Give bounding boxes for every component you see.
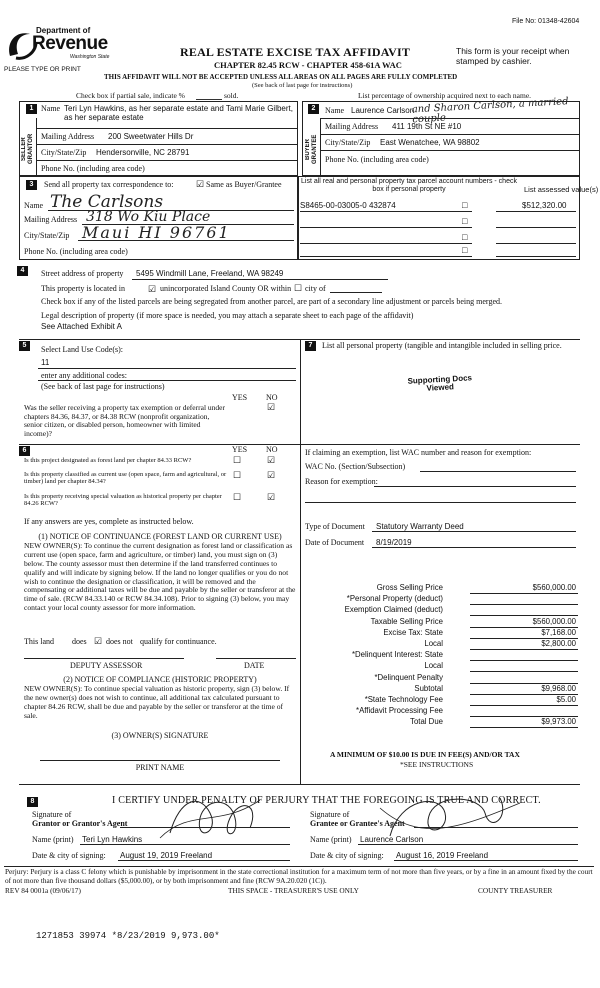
receipt-note: This form is your receipt when stamped by cashier. xyxy=(456,46,570,67)
corr-phone-label: Phone No. (including area code) xyxy=(24,247,128,256)
city-checkbox[interactable]: ☐ xyxy=(294,283,303,293)
buyer-name-label: Name xyxy=(325,106,345,115)
partial-sale-pct[interactable] xyxy=(196,99,222,100)
s6-no-header: NO xyxy=(266,445,278,454)
historic-no-checkbox[interactable]: ☑ xyxy=(267,492,276,502)
tax-row-value[interactable]: $560,000.00 xyxy=(532,583,576,592)
tax-row-value[interactable]: $9,973.00 xyxy=(541,717,576,726)
see-instructions: *SEE INSTRUCTIONS xyxy=(400,760,474,769)
seller-side-label: SELLER GRANTOR xyxy=(21,133,34,165)
section-4-number: 4 xyxy=(17,266,28,276)
file-number: File No: 01348-42604 xyxy=(512,18,580,25)
tax-row-label: Taxable Selling Price xyxy=(370,617,443,626)
notice1-text: NEW OWNER(S): To continue the current designation as forest land or classification as current use (open space, farm and agriculture, or timber) land, you must sign on (3) below. The county assessor must then determine if the land transferred continues to qualify and will indicate by signing below. If the land no longer qualifies or you do not wish to continue the designation or classification, it will be removed and the compensating or additional taxes will be due and payable by the seller or transferor at the time of sale. (RCW 84.33.140 or RCW 84.34.108). Prior to signing (3) below, you may contact your local county assessor for more information. xyxy=(24,541,296,613)
tax-row-label: *Personal Property (deduct) xyxy=(346,594,443,603)
please-type: PLEASE TYPE OR PRINT xyxy=(4,66,81,73)
notice1-title: (1) NOTICE OF CONTINUANCE (FOREST LAND OR CURRENT USE) xyxy=(38,532,282,541)
seller-city[interactable]: Hendersonville, NC 28791 xyxy=(96,148,190,157)
grantor-date-city[interactable]: August 19, 2019 Freeland xyxy=(120,851,213,860)
perjury-note: Perjury: Perjury is a class C felony which is punishable by imprisonment in the state correctional institution for a maximum term of not more than five years, or by a fine in an amount fixed by the court of not more than five thousand dollars ($5,000.00), or by both imprisonment and fine (RCW 9A.20.020 (1C)). xyxy=(5,867,593,885)
segregated-note: Check box if any of the listed parcels are being segregated from another parcel, are part of a secondary line adjustment or parcels being merged. xyxy=(41,297,502,306)
exemption-label: If claiming an exemption, list WAC number and reason for exemption: xyxy=(305,448,532,457)
send-label: Send all property tax correspondence to: xyxy=(44,180,174,189)
additional-codes-label: enter any additional codes: xyxy=(41,371,127,380)
buyer-city[interactable]: East Wenatchee, WA 98802 xyxy=(380,138,480,147)
dept-line: Department of xyxy=(36,26,91,35)
forest-land-question: Is this project designated as forest land per chapter 84.33 RCW? xyxy=(24,457,192,464)
notice2-text: NEW OWNER(S): To continue special valuation as historic property, sign (3) below. If the new owner(s) does not wish to continue, all additional tax calculated pursuant to chapter 84.26 RCW, shall be due and payable by the seller or transferor at the time of sale. xyxy=(24,684,290,720)
section-2-number: 2 xyxy=(308,104,319,114)
if-yes-note: If any answers are yes, complete as instructed below. xyxy=(24,517,194,526)
section-3-number: 3 xyxy=(26,180,37,190)
historic-question: Is this property receiving special valuation as historical property per chapter 84.26 RCW? xyxy=(24,493,222,508)
buyer-name-handwritten: and Sharon Carlson, a married couple xyxy=(411,96,569,126)
partial-sale-label: Check box if partial sale, indicate % xyxy=(76,91,185,100)
corr-name-label: Name xyxy=(24,201,44,210)
form-title: REAL ESTATE EXCISE TAX AFFIDAVIT xyxy=(180,45,411,59)
does-not-checkbox[interactable]: ☑ xyxy=(94,636,103,646)
minimum-fee-note: A MINIMUM OF $10.00 IS DUE IN FEE(S) AND/OR TAX xyxy=(330,750,520,759)
grantor-name-label: Name (print) xyxy=(32,835,74,844)
tax-row-value[interactable]: $2,800.00 xyxy=(541,639,576,648)
tax-row-value[interactable]: $9,968.00 xyxy=(541,684,576,693)
personal-property-checkbox-1[interactable]: □ xyxy=(462,200,468,210)
seller-mail[interactable]: 200 Sweetwater Hills Dr xyxy=(108,132,194,141)
form-chapter: CHAPTER 82.45 RCW - CHAPTER 458-61A WAC xyxy=(214,60,402,70)
treasurer-use-label: THIS SPACE - TREASURER'S USE ONLY xyxy=(228,886,359,895)
assessed-value[interactable]: $512,320.00 xyxy=(522,201,567,210)
dept-state: Washington State xyxy=(70,54,110,60)
land-pre: This land xyxy=(24,637,54,646)
grantor-print-name[interactable]: Teri Lyn Hawkins xyxy=(82,835,143,844)
s5-no-header: NO xyxy=(266,393,278,402)
land-does: does xyxy=(72,637,87,646)
land-use-label: Select Land Use Code(s): xyxy=(41,345,123,354)
current-use-yes-checkbox[interactable]: ☐ xyxy=(233,470,242,480)
seller-phone-label: Phone No. (including area code) xyxy=(41,164,145,173)
seller-city-label: City/State/Zip xyxy=(41,148,87,157)
tax-row-label: Exemption Claimed (deduct) xyxy=(344,605,443,614)
buyer-side-label: BUYER GRANTEE xyxy=(305,134,318,164)
tax-row-label: Total Due xyxy=(410,717,443,726)
reason-label: Reason for exemption: xyxy=(305,477,378,486)
buyer-mail[interactable]: 411 19th St NE #10 xyxy=(392,122,462,131)
grantee-sig-label1: Signature of xyxy=(310,810,350,819)
see-back: (See back of last page for instructions) xyxy=(252,82,353,89)
certify-statement: I CERTIFY UNDER PENALTY OF PERJURY THAT THE FOREGOING IS TRUE AND CORRECT. xyxy=(112,795,541,806)
tax-row-value[interactable]: $7,168.00 xyxy=(541,628,576,637)
buyer-city-label: City/State/Zip xyxy=(325,138,371,147)
same-as-buyer-checkbox[interactable]: ☑ xyxy=(196,179,205,189)
tax-row-label: Local xyxy=(424,661,443,670)
personal-property-checkbox-2[interactable]: □ xyxy=(462,216,468,226)
sold-label: sold. xyxy=(224,91,239,100)
tax-row-label: Gross Selling Price xyxy=(376,583,443,592)
personal-property-checkbox-3[interactable]: □ xyxy=(462,232,468,242)
corr-city[interactable]: Maui HI 96761 xyxy=(82,223,231,242)
ownership-note: List percentage of ownership acquired next to each name. xyxy=(358,91,532,100)
personal-property-label: List all personal property (tangible and intangible included in selling price. xyxy=(322,341,562,350)
tax-row-label: *State Technology Fee xyxy=(364,695,443,704)
doc-type[interactable]: Statutory Warranty Deed xyxy=(376,522,464,531)
grantor-sig-label2: Grantor or Grantor's Agent xyxy=(32,819,128,828)
legal-description-label: Legal description of property (if more space is needed, you may attach a separate sheet to each page of the affidavit) xyxy=(41,311,414,320)
s5-yes-header: YES xyxy=(232,393,248,402)
land-use-see-back: (See back of last page for instructions) xyxy=(41,382,165,391)
section-6-number: 6 xyxy=(19,446,30,456)
unincorporated-checkbox[interactable]: ☑ xyxy=(148,284,157,294)
corr-name[interactable]: The Carlsons xyxy=(50,192,164,212)
land-qualify: qualify for continuance. xyxy=(140,637,217,646)
form-revision: REV 84 0001a (09/06/17) xyxy=(5,886,81,895)
seller-name-label: Name xyxy=(41,104,61,113)
current-use-question: Is this property classified as current use (open space, farm and agricultural, or timber) land per chapter 84.34? xyxy=(24,471,227,486)
county-treasurer-label: COUNTY TREASURER xyxy=(478,886,553,895)
exemption-no-checkbox[interactable]: ☑ xyxy=(267,402,276,412)
buyer-mail-label: Mailing Address xyxy=(325,122,379,131)
buyer-phone-label: Phone No. (including area code) xyxy=(325,155,429,164)
grantor-date-label: Date & city of signing: xyxy=(32,851,106,860)
tax-row-label: Excise Tax: State xyxy=(383,628,443,637)
located-pre: This property is located in xyxy=(41,284,125,293)
land-does-not: does not xyxy=(106,637,133,646)
wac-label: WAC No. (Section/Subsection) xyxy=(305,462,406,471)
same-as-buyer-label: Same as Buyer/Grantee xyxy=(206,180,282,189)
doc-date-label: Date of Document xyxy=(305,538,365,547)
section-1-number: 1 xyxy=(26,104,37,114)
parcel-header: List all real and personal property tax parcel account numbers - check box if personal property xyxy=(301,178,517,194)
street-address[interactable]: 5495 Windmill Lane, Freeland, WA 98249 xyxy=(136,269,284,278)
notice2-title: (2) NOTICE OF COMPLIANCE (HISTORIC PROPERTY) xyxy=(63,675,257,684)
forest-no-checkbox[interactable]: ☑ xyxy=(267,455,276,465)
buyer-name[interactable]: Laurence Carlson xyxy=(351,106,415,115)
seller-mail-label: Mailing Address xyxy=(41,132,95,141)
grantor-sig-label1: Signature of xyxy=(32,810,72,819)
dept-logo-text: Revenue xyxy=(32,33,108,54)
current-use-no-checkbox[interactable]: ☑ xyxy=(267,470,276,480)
forest-yes-checkbox[interactable]: ☐ xyxy=(233,455,242,465)
tax-row-label: Local xyxy=(424,639,443,648)
grantee-date-city[interactable]: August 16, 2019 Freeland xyxy=(396,851,489,860)
treasurer-receipt-line: 1271853 39974 *8/23/2019 9,973.00* xyxy=(36,931,220,941)
city-of-label: city of xyxy=(305,284,326,293)
dor-logo xyxy=(6,26,124,66)
section-7-number: 7 xyxy=(305,341,316,351)
owner-signature-label: (3) OWNER(S) SIGNATURE xyxy=(111,731,209,740)
section-5-number: 5 xyxy=(19,341,30,351)
deputy-assessor-label: DEPUTY ASSESSOR xyxy=(70,661,143,670)
section-8-number: 8 xyxy=(27,797,38,807)
grantee-sig-label2: Grantee or Grantee's Agent xyxy=(310,819,405,828)
personal-property-checkbox-4[interactable]: □ xyxy=(462,245,468,255)
tax-row-label: *Affidavit Processing Fee xyxy=(356,706,443,715)
located-mid: unincorporated Island County OR within xyxy=(160,284,292,293)
s6-yes-header: YES xyxy=(232,445,248,454)
tax-row-label: Subtotal xyxy=(414,684,443,693)
corr-mail[interactable]: 318 Wo Kiu Place xyxy=(86,209,211,225)
tax-row-value[interactable]: $560,000.00 xyxy=(532,617,576,626)
exemption-question: Was the seller receiving a property tax exemption or deferral under chapters 84.36, 84.37, or 84.38 RCW (nonprofit organization, senior citizen, or disabled person, homeowner with limited income)? xyxy=(24,403,225,438)
doc-type-label: Type of Document xyxy=(305,522,365,531)
warning-text: THIS AFFIDAVIT WILL NOT BE ACCEPTED UNLESS ALL AREAS ON ALL PAGES ARE FULLY COMPLETED xyxy=(104,73,458,81)
legal-description[interactable]: See Attached Exhibit A xyxy=(41,322,122,331)
supporting-docs-stamp: Supporting Docs Viewed xyxy=(407,373,473,393)
grantee-date-label: Date & city of signing: xyxy=(310,851,384,860)
historic-yes-checkbox[interactable]: ☐ xyxy=(233,492,242,502)
doc-date[interactable]: 8/19/2019 xyxy=(376,538,412,547)
grantee-name-label: Name (print) xyxy=(310,835,352,844)
seller-name[interactable]: Teri Lyn Hawkins, as her separate estate and Tami Marie Gilbert, as her separate estate xyxy=(64,104,293,123)
tax-row-label: *Delinquent Interest: State xyxy=(351,650,443,659)
parcel-number[interactable]: S8465-00-03005-0 432874 xyxy=(300,201,396,210)
corr-mail-label: Mailing Address xyxy=(24,215,78,224)
land-use-code[interactable]: 11 xyxy=(41,358,50,367)
assessed-header: List assessed value(s) xyxy=(524,185,599,194)
print-name-label: PRINT NAME xyxy=(135,763,185,772)
tax-row-value[interactable]: $5.00 xyxy=(556,695,576,704)
grantee-print-name[interactable]: Laurence Carlson xyxy=(360,835,424,844)
street-label: Street address of property xyxy=(41,269,124,278)
deputy-date-label: DATE xyxy=(244,661,265,670)
tax-row-label: *Delinquent Penalty xyxy=(374,673,443,682)
corr-city-label: City/State/Zip xyxy=(24,231,70,240)
